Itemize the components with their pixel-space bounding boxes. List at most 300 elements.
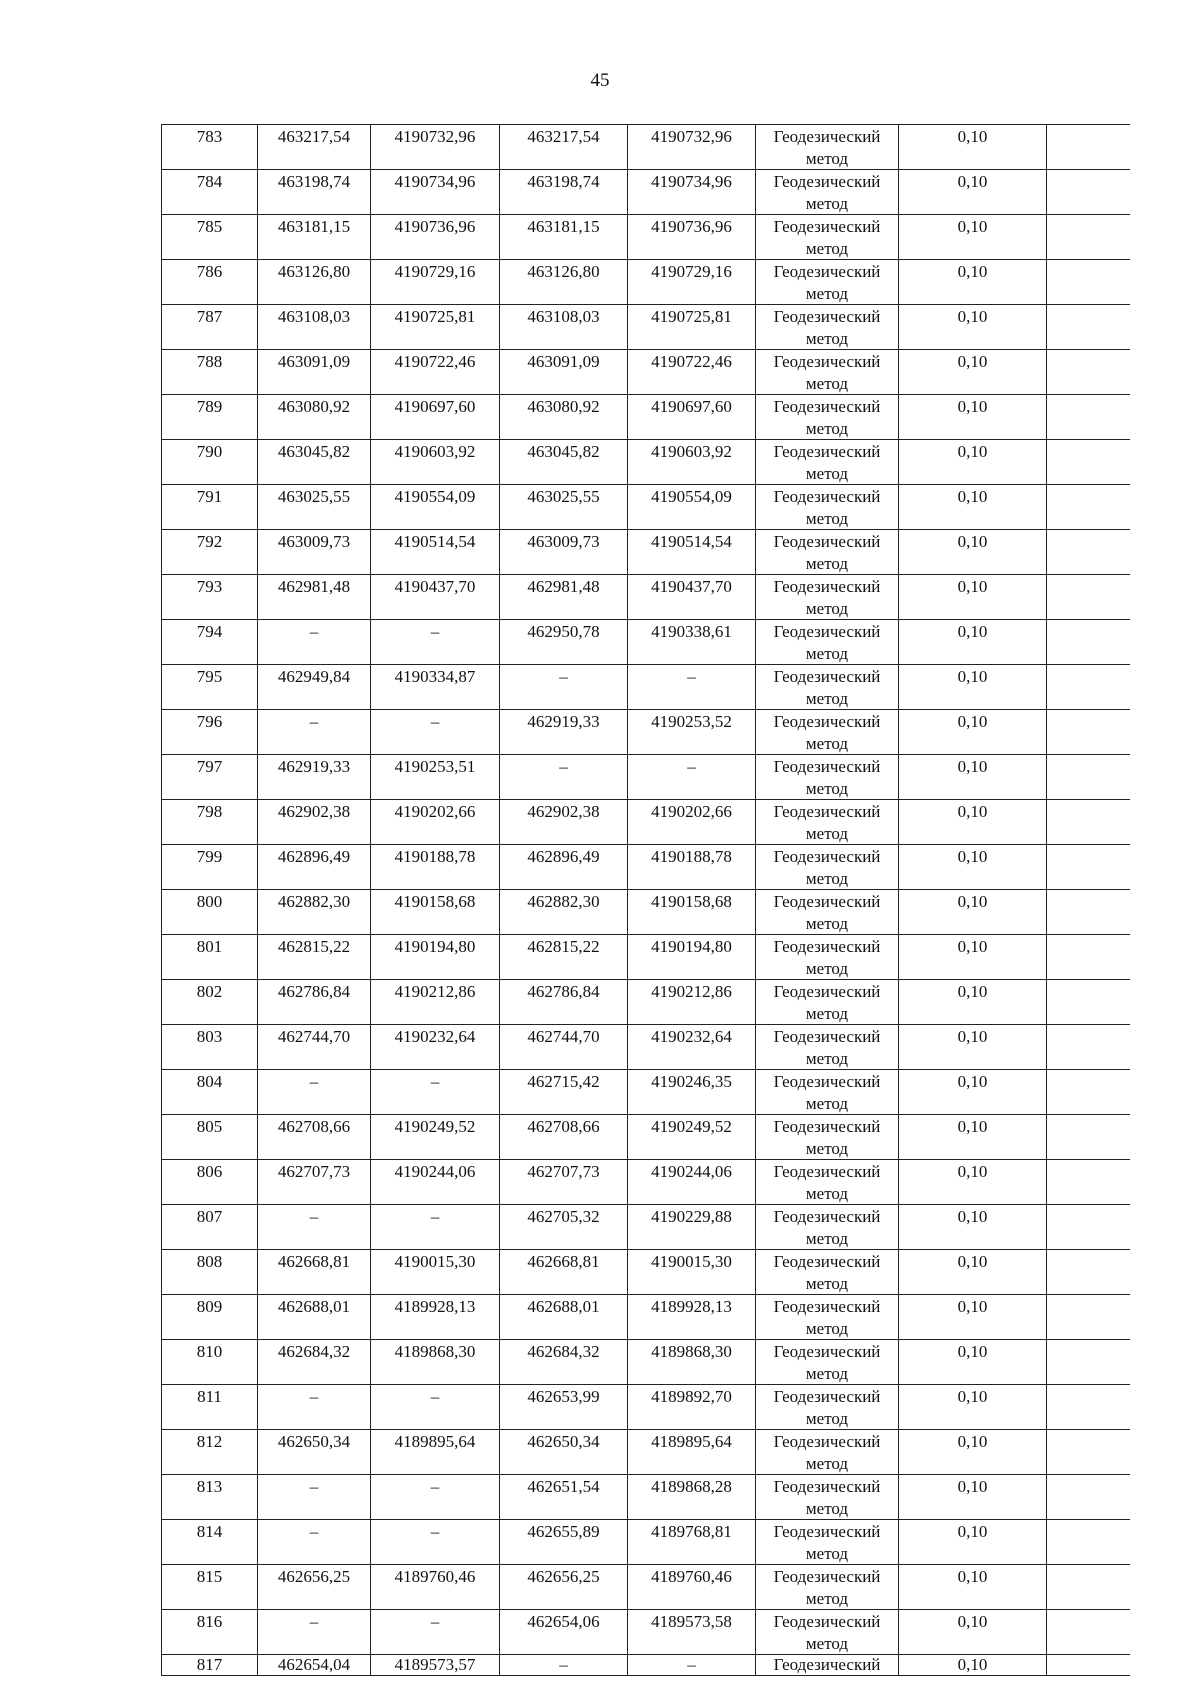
empty-cell (1047, 1025, 1130, 1070)
y-old-cell-text: 4190603,92 (394, 442, 476, 461)
y-new-cell (628, 395, 756, 440)
y-old-cell-text: 4189760,46 (394, 1567, 476, 1586)
y-new-cell-text: 4190212,86 (651, 982, 732, 1001)
x-new-cell (500, 170, 628, 215)
y-old-cell-text: 4190725,81 (394, 307, 476, 326)
accuracy-cell (899, 125, 1047, 170)
empty-cell (1047, 1565, 1130, 1610)
x-new-cell (500, 1610, 628, 1655)
x-old-cell (258, 1205, 371, 1250)
method-cell (756, 755, 899, 800)
x-old-cell-text: 462786,84 (277, 982, 351, 1001)
x-old-cell (258, 575, 371, 620)
y-new-cell (628, 350, 756, 395)
y-old-cell (371, 1340, 500, 1385)
y-old-cell (371, 1475, 500, 1520)
table-row (162, 1340, 1130, 1385)
method-line-2: метод (805, 1634, 849, 1653)
x-new-cell (500, 1025, 628, 1070)
accuracy-text: 0,10 (957, 757, 988, 776)
y-new-cell (628, 1655, 756, 1676)
method-line-1: Геодезический (773, 1432, 881, 1451)
x-old-cell (258, 215, 371, 260)
x-new-cell-text: 463198,74 (527, 172, 600, 191)
y-new-cell (628, 1430, 756, 1475)
method-line-1: Геодезический (773, 1207, 881, 1226)
empty-cell (1047, 1520, 1130, 1565)
x-new-cell-text: 463108,03 (527, 307, 600, 326)
x-old-cell (258, 1025, 371, 1070)
method-line-2: метод (805, 509, 849, 528)
x-old-cell (258, 1655, 371, 1676)
y-old-cell (371, 125, 500, 170)
y-new-cell (628, 1565, 756, 1610)
y-new-cell-text: 4190232,64 (651, 1027, 732, 1046)
y-old-cell (371, 1025, 500, 1070)
method-line-2: метод (805, 1364, 849, 1383)
y-new-cell-text: 4190554,09 (651, 487, 732, 506)
accuracy-text: 0,10 (957, 532, 988, 551)
accuracy-text: 0,10 (957, 1655, 988, 1674)
point-number-cell-text: 813 (196, 1477, 223, 1496)
x-old-cell-text: 463080,92 (277, 397, 351, 416)
y-new-cell-text: 4190697,60 (651, 397, 732, 416)
y-new-cell-text: 4189768,81 (651, 1522, 732, 1541)
y-new-cell-text: 4190437,70 (651, 577, 732, 596)
accuracy-cell (899, 620, 1047, 665)
accuracy-text: 0,10 (957, 172, 988, 191)
accuracy-text: 0,10 (957, 397, 988, 416)
method-line-2: метод (805, 689, 849, 708)
y-old-cell-text: – (430, 1477, 440, 1496)
y-old-cell (371, 305, 500, 350)
point-number-cell-text: 810 (196, 1342, 223, 1361)
accuracy-text: 0,10 (957, 127, 988, 146)
accuracy-text: 0,10 (957, 1117, 988, 1136)
point-number-cell-text: 804 (196, 1072, 223, 1091)
method-line-2: метод (805, 869, 849, 888)
table-row (162, 890, 1130, 935)
point-number-cell (162, 1655, 258, 1676)
x-new-cell (500, 1565, 628, 1610)
table-row (162, 1160, 1130, 1205)
table-row (162, 1655, 1130, 1676)
method-line-2: метод (805, 419, 849, 438)
method-cell (756, 350, 899, 395)
y-old-cell-text: – (430, 1207, 440, 1226)
empty-cell (1047, 440, 1130, 485)
point-number-cell (162, 350, 258, 395)
accuracy-text: 0,10 (957, 892, 988, 911)
x-old-cell (258, 755, 371, 800)
x-new-cell (500, 1475, 628, 1520)
empty-cell (1047, 1205, 1130, 1250)
point-number-cell (162, 1385, 258, 1430)
point-number-cell-text: 805 (196, 1117, 223, 1136)
x-old-cell (258, 440, 371, 485)
y-old-cell-text: – (430, 1522, 440, 1541)
method-line-2: метод (805, 734, 849, 753)
method-line-2: метод (805, 284, 849, 303)
y-old-cell (371, 1160, 500, 1205)
accuracy-cell (899, 1295, 1047, 1340)
empty-cell (1047, 575, 1130, 620)
x-old-cell-text: 462688,01 (277, 1297, 351, 1316)
x-old-cell (258, 665, 371, 710)
y-new-cell (628, 800, 756, 845)
y-old-cell-text: 4189573,57 (394, 1655, 476, 1674)
y-new-cell (628, 1160, 756, 1205)
method-line-2: метод (805, 1229, 849, 1248)
x-new-cell-text: 463126,80 (527, 262, 600, 281)
y-new-cell-text: 4190732,96 (651, 127, 732, 146)
point-number-cell-text: 801 (196, 937, 223, 956)
y-new-cell-text: 4190202,66 (651, 802, 732, 821)
x-new-cell (500, 755, 628, 800)
table-row (162, 1025, 1130, 1070)
empty-cell (1047, 935, 1130, 980)
x-old-cell (258, 845, 371, 890)
y-new-cell-text: 4190722,46 (651, 352, 732, 371)
accuracy-cell (899, 755, 1047, 800)
x-old-cell (258, 1430, 371, 1475)
point-number-cell-text: 794 (196, 622, 223, 641)
method-cell (756, 845, 899, 890)
accuracy-cell (899, 1475, 1047, 1520)
method-cell (756, 1565, 899, 1610)
table-row (162, 530, 1130, 575)
method-cell (756, 1250, 899, 1295)
point-number-cell-text: 806 (196, 1162, 223, 1181)
empty-cell (1047, 1385, 1130, 1430)
point-number-cell-text: 811 (197, 1387, 222, 1406)
y-old-cell-text: – (430, 712, 440, 731)
table-row (162, 1565, 1130, 1610)
x-new-cell-text: 462708,66 (527, 1117, 600, 1136)
table-row (162, 665, 1130, 710)
x-old-cell-text: 463009,73 (277, 532, 351, 551)
y-old-cell-text: 4190212,86 (394, 982, 476, 1001)
y-old-cell-text: – (430, 1612, 440, 1631)
point-number-cell (162, 665, 258, 710)
point-number-cell (162, 710, 258, 755)
table-row (162, 1610, 1130, 1655)
y-old-cell (371, 260, 500, 305)
method-line-2: метод (805, 1094, 849, 1113)
x-new-cell-text: 463091,09 (527, 352, 600, 371)
method-cell (756, 1475, 899, 1520)
accuracy-cell (899, 440, 1047, 485)
empty-cell (1047, 485, 1130, 530)
x-new-cell-text: 462786,84 (527, 982, 600, 1001)
y-new-cell-text: 4190229,88 (651, 1207, 732, 1226)
point-number-cell (162, 1430, 258, 1475)
point-number-cell-text: 792 (196, 532, 223, 551)
method-cell (756, 260, 899, 305)
empty-cell (1047, 215, 1130, 260)
point-number-cell-text: 796 (196, 712, 223, 731)
table-row (162, 1070, 1130, 1115)
x-new-cell-text: 462654,06 (527, 1612, 600, 1631)
accuracy-cell (899, 1340, 1047, 1385)
accuracy-text: 0,10 (957, 1432, 988, 1451)
y-old-cell (371, 845, 500, 890)
point-number-cell (162, 575, 258, 620)
point-number-cell (162, 305, 258, 350)
point-number-cell-text: 783 (196, 127, 223, 146)
accuracy-cell (899, 1070, 1047, 1115)
x-old-cell (258, 1340, 371, 1385)
point-number-cell-text: 808 (196, 1252, 223, 1271)
y-old-cell (371, 215, 500, 260)
method-cell (756, 1115, 899, 1160)
point-number-cell (162, 755, 258, 800)
x-new-cell-text: – (559, 667, 568, 686)
method-line-1: Геодезический (773, 1567, 881, 1586)
y-new-cell (628, 980, 756, 1025)
point-number-cell-text: 784 (196, 172, 223, 191)
x-new-cell-text: 462668,81 (527, 1252, 600, 1271)
table-row (162, 935, 1130, 980)
y-new-cell (628, 1520, 756, 1565)
empty-cell (1047, 530, 1130, 575)
method-line-1: Геодезический (773, 172, 881, 191)
method-line-2: метод (805, 1454, 849, 1473)
x-new-cell (500, 395, 628, 440)
point-number-cell-text: 789 (196, 397, 223, 416)
accuracy-cell (899, 1565, 1047, 1610)
point-number-cell-text: 817 (196, 1655, 223, 1674)
x-new-cell (500, 305, 628, 350)
method-line-1: Геодезический (773, 622, 881, 641)
y-new-cell-text: 4189760,46 (651, 1567, 732, 1586)
method-line-2: метод (805, 1319, 849, 1338)
point-number-cell-text: 800 (196, 892, 223, 911)
x-new-cell (500, 1250, 628, 1295)
y-old-cell-text: 4190736,96 (394, 217, 476, 236)
x-old-cell (258, 1160, 371, 1205)
x-new-cell-text: 463217,54 (527, 127, 600, 146)
accuracy-cell (899, 395, 1047, 440)
method-cell (756, 305, 899, 350)
table-row (162, 1475, 1130, 1520)
y-old-cell (371, 170, 500, 215)
page-number: 45 (590, 70, 610, 91)
method-cell (756, 1340, 899, 1385)
accuracy-cell (899, 1115, 1047, 1160)
x-old-cell-text: 462981,48 (277, 577, 351, 596)
y-new-cell (628, 1115, 756, 1160)
accuracy-cell (899, 350, 1047, 395)
method-line-2: метод (805, 1274, 849, 1293)
x-old-cell-text: 462882,30 (277, 892, 351, 911)
y-old-cell-text: 4190249,52 (394, 1117, 476, 1136)
y-old-cell-text: 4190732,96 (394, 127, 476, 146)
method-cell (756, 395, 899, 440)
table-row (162, 125, 1130, 170)
accuracy-cell (899, 1160, 1047, 1205)
x-new-cell-text: – (559, 1655, 568, 1674)
y-new-cell (628, 1610, 756, 1655)
x-old-cell-text: 463108,03 (277, 307, 351, 326)
method-line-2: метод (805, 239, 849, 258)
y-old-cell (371, 1295, 500, 1340)
x-old-cell-text: 462650,34 (277, 1432, 351, 1451)
accuracy-text: 0,10 (957, 352, 988, 371)
y-old-cell (371, 1385, 500, 1430)
y-old-cell (371, 1655, 500, 1676)
accuracy-cell (899, 1655, 1047, 1676)
y-old-cell-text: 4190697,60 (394, 397, 476, 416)
y-new-cell-text: 4190188,78 (651, 847, 732, 866)
point-number-cell-text: 809 (196, 1297, 223, 1316)
accuracy-text: 0,10 (957, 667, 988, 686)
x-old-cell-text: – (309, 1072, 319, 1091)
y-old-cell (371, 1610, 500, 1655)
point-number-cell-text: 795 (196, 667, 223, 686)
method-line-1: Геодезический (773, 1297, 881, 1316)
table-row (162, 1115, 1130, 1160)
x-old-cell-text: 462919,33 (277, 757, 351, 776)
empty-cell (1047, 665, 1130, 710)
x-old-cell-text: – (309, 1612, 319, 1631)
x-old-cell (258, 1610, 371, 1655)
x-new-cell (500, 575, 628, 620)
y-old-cell-text: 4190202,66 (394, 802, 476, 821)
y-old-cell-text: 4190554,09 (394, 487, 476, 506)
accuracy-text: 0,10 (957, 1297, 988, 1316)
x-new-cell (500, 350, 628, 395)
x-old-cell-text: 462656,25 (277, 1567, 351, 1586)
point-number-cell (162, 1610, 258, 1655)
y-old-cell-text: 4190244,06 (394, 1162, 476, 1181)
x-new-cell (500, 1430, 628, 1475)
x-new-cell-text: – (559, 757, 568, 776)
accuracy-cell (899, 710, 1047, 755)
method-cell (756, 800, 899, 845)
accuracy-cell (899, 1250, 1047, 1295)
y-new-cell-text: 4189868,30 (651, 1342, 732, 1361)
x-new-cell-text: 463181,15 (527, 217, 600, 236)
y-old-cell-text: 4190734,96 (394, 172, 476, 191)
x-new-cell-text: 462950,78 (527, 622, 600, 641)
y-old-cell-text: 4190232,64 (394, 1027, 476, 1046)
y-old-cell-text: 4190722,46 (394, 352, 476, 371)
x-new-cell (500, 980, 628, 1025)
method-line-2: метод (805, 374, 849, 393)
table-row (162, 395, 1130, 440)
point-number-cell (162, 980, 258, 1025)
table-row (162, 350, 1130, 395)
y-old-cell-text: 4190334,87 (394, 667, 476, 686)
method-line-2: метод (805, 824, 849, 843)
point-number-cell-text: 798 (196, 802, 223, 821)
x-new-cell-text: 462902,38 (527, 802, 600, 821)
x-old-cell (258, 485, 371, 530)
y-new-cell-text: 4190338,61 (651, 622, 732, 641)
method-cell (756, 620, 899, 665)
y-new-cell (628, 1250, 756, 1295)
point-number-cell (162, 800, 258, 845)
point-number-cell (162, 530, 258, 575)
y-old-cell-text: – (430, 1387, 440, 1406)
empty-cell (1047, 395, 1130, 440)
table-body (162, 125, 1130, 1676)
y-new-cell-text: 4190015,30 (651, 1252, 732, 1271)
y-old-cell-text: 4189928,13 (394, 1297, 476, 1316)
x-new-cell (500, 530, 628, 575)
y-old-cell (371, 665, 500, 710)
accuracy-cell (899, 935, 1047, 980)
method-line-1: Геодезический (773, 1387, 881, 1406)
method-line-2: метод (805, 554, 849, 573)
x-old-cell-text: 462896,49 (277, 847, 351, 866)
table-row (162, 215, 1130, 260)
y-new-cell-text: 4190194,80 (651, 937, 732, 956)
point-number-cell (162, 1160, 258, 1205)
x-old-cell-text: – (309, 712, 319, 731)
y-old-cell (371, 485, 500, 530)
y-new-cell-text: 4189928,13 (651, 1297, 732, 1316)
y-old-cell (371, 890, 500, 935)
x-old-cell-text: 462949,84 (277, 667, 351, 686)
accuracy-cell (899, 305, 1047, 350)
method-line-1: Геодезический (773, 1072, 881, 1091)
point-number-cell (162, 260, 258, 305)
y-old-cell (371, 530, 500, 575)
x-new-cell-text: 462684,32 (527, 1342, 600, 1361)
x-new-cell-text: 462981,48 (527, 577, 600, 596)
y-new-cell (628, 890, 756, 935)
method-cell (756, 215, 899, 260)
y-old-cell (371, 1250, 500, 1295)
x-old-cell (258, 890, 371, 935)
x-old-cell (258, 350, 371, 395)
method-cell (756, 1520, 899, 1565)
method-cell (756, 1070, 899, 1115)
y-new-cell-text: – (687, 757, 696, 776)
accuracy-text: 0,10 (957, 307, 988, 326)
accuracy-text: 0,10 (957, 937, 988, 956)
table-row (162, 1385, 1130, 1430)
y-old-cell (371, 1520, 500, 1565)
point-number-cell (162, 485, 258, 530)
point-number-cell (162, 890, 258, 935)
x-old-cell (258, 1385, 371, 1430)
point-number-cell-text: 814 (196, 1522, 223, 1541)
point-number-cell (162, 125, 258, 170)
method-line-1: Геодезический (773, 847, 881, 866)
point-number-cell-text: 815 (196, 1567, 223, 1586)
empty-cell (1047, 980, 1130, 1025)
empty-cell (1047, 1475, 1130, 1520)
accuracy-text: 0,10 (957, 1162, 988, 1181)
empty-cell (1047, 620, 1130, 665)
empty-cell (1047, 890, 1130, 935)
accuracy-cell (899, 1520, 1047, 1565)
x-old-cell (258, 1520, 371, 1565)
y-new-cell-text: 4189573,58 (651, 1612, 732, 1631)
point-number-cell (162, 440, 258, 485)
x-old-cell-text: 462684,32 (277, 1342, 351, 1361)
point-number-cell-text: 791 (196, 487, 223, 506)
point-number-cell (162, 1520, 258, 1565)
x-new-cell-text: 462651,54 (527, 1477, 600, 1496)
x-new-cell (500, 665, 628, 710)
x-old-cell (258, 1475, 371, 1520)
x-old-cell (258, 1070, 371, 1115)
empty-cell (1047, 1250, 1130, 1295)
